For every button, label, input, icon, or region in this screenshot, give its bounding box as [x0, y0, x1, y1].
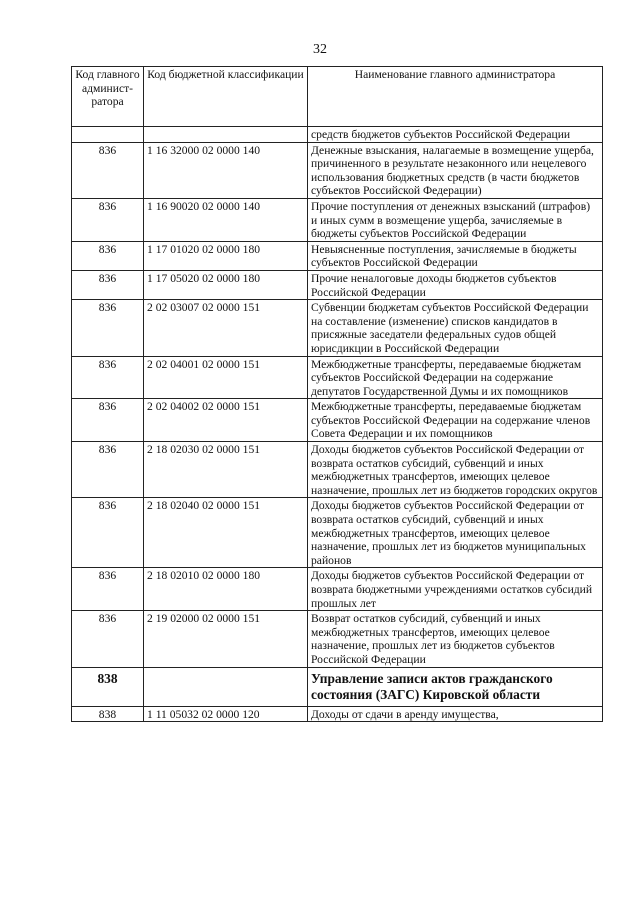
table-header-row	[72, 67, 603, 127]
cell-budget-code: 2 02 03007 02 0000 151	[144, 300, 308, 356]
cell-budget-code: 2 18 02040 02 0000 151	[144, 498, 308, 568]
cell-name: Межбюджетные трансферты, передаваемые бюджетам субъектов Российской Федерации на содержание депутатов Государственной Думы и их помощников	[308, 356, 603, 399]
cell-name: Субвенции бюджетам субъектов Российской Федерации на составление (изменение) списков кандидатов в присяжные заседатели федеральных судов общей юрисдикции в Российской Федерации	[308, 300, 603, 356]
cell-admin-code: 836	[72, 198, 144, 241]
cell-budget-code: 2 19 02000 02 0000 151	[144, 611, 308, 667]
cell-budget-code: 1 17 05020 02 0000 180	[144, 270, 308, 299]
cell-name: Невыясненные поступления, зачисляемые в бюджеты субъектов Российской Федерации	[308, 241, 603, 270]
cell-admin-code: 836	[72, 270, 144, 299]
table-row	[72, 706, 603, 722]
cell-admin-code: 836	[72, 399, 144, 442]
header-administrator-name: Наименование главного администратора	[308, 67, 603, 127]
cell-budget-code: 1 11 05032 02 0000 120	[144, 706, 308, 722]
cell-budget-code: 1 17 01020 02 0000 180	[144, 241, 308, 270]
budget-classification-table	[71, 66, 603, 722]
table-row	[72, 498, 603, 568]
cell-name: Прочие поступления от денежных взысканий (штрафов) и иных сумм в возмещение ущерба, зачисляемые в бюджеты субъектов Российской Федерации	[308, 198, 603, 241]
cell-budget-code: 2 02 04002 02 0000 151	[144, 399, 308, 442]
cell-budget-code: 2 18 02030 02 0000 151	[144, 442, 308, 498]
cell-admin-code: 836	[72, 611, 144, 667]
cell-admin-code: 836	[72, 300, 144, 356]
cell-admin-code: 838	[72, 706, 144, 722]
table-row-section-header	[72, 667, 603, 706]
cell-name: Доходы бюджетов субъектов Российской Федерации от возврата бюджетными учреждениями остатков субсидий прошлых лет	[308, 568, 603, 611]
cell-name: Возврат остатков субсидий, субвенций и иных межбюджетных трансфертов, имеющих целевое назначение, прошлых лет из бюджетов субъектов Российской Федерации	[308, 611, 603, 667]
cell-admin-code: 836	[72, 568, 144, 611]
table-row	[72, 399, 603, 442]
cell-admin-code: 836	[72, 356, 144, 399]
table-row	[72, 300, 603, 356]
cell-admin-code: 836	[72, 142, 144, 198]
cell-name: средств бюджетов субъектов Российской Федерации	[308, 127, 603, 143]
page-number: 32	[313, 42, 327, 57]
cell-budget-code: 1 16 32000 02 0000 140	[144, 142, 308, 198]
header-budget-code: Код бюджетной классификации	[144, 67, 308, 127]
cell-budget-code	[144, 127, 308, 143]
cell-name: Доходы бюджетов субъектов Российской Федерации от возврата остатков субсидий, субвенций и иных межбюджетных трансфертов, имеющих целевое назначение, прошлых лет из бюджетов городских округов	[308, 442, 603, 498]
table-row	[72, 442, 603, 498]
table-row	[72, 127, 603, 143]
cell-name: Прочие неналоговые доходы бюджетов субъектов Российской Федерации	[308, 270, 603, 299]
table-row	[72, 241, 603, 270]
cell-budget-code: 2 02 04001 02 0000 151	[144, 356, 308, 399]
table-row	[72, 611, 603, 667]
cell-name: Управление записи актов гражданского состояния (ЗАГС) Кировской области	[308, 667, 603, 706]
table-row	[72, 142, 603, 198]
table-row	[72, 270, 603, 299]
cell-admin-code: 836	[72, 442, 144, 498]
table-row	[72, 356, 603, 399]
cell-name: Доходы бюджетов субъектов Российской Федерации от возврата остатков субсидий, субвенций и иных межбюджетных трансфертов, имеющих целевое назначение, прошлых лет из бюджетов муниципальных районов	[308, 498, 603, 568]
cell-admin-code	[72, 127, 144, 143]
cell-name: Доходы от сдачи в аренду имущества,	[308, 706, 603, 722]
cell-name: Денежные взыскания, налагаемые в возмещение ущерба, причиненного в результате незаконного или нецелевого использования бюджетных средств (в части бюджетов субъектов Российской Федерации)	[308, 142, 603, 198]
cell-budget-code: 2 18 02010 02 0000 180	[144, 568, 308, 611]
table-row	[72, 568, 603, 611]
cell-admin-code: 836	[72, 498, 144, 568]
header-admin-code: Код главного админист-ратора	[72, 67, 144, 127]
cell-name: Межбюджетные трансферты, передаваемые бюджетам субъектов Российской Федерации на содержание членов Совета Федерации и их помощников	[308, 399, 603, 442]
cell-admin-code: 836	[72, 241, 144, 270]
cell-budget-code	[144, 667, 308, 706]
cell-admin-code: 838	[72, 667, 144, 706]
table-row	[72, 198, 603, 241]
cell-budget-code: 1 16 90020 02 0000 140	[144, 198, 308, 241]
